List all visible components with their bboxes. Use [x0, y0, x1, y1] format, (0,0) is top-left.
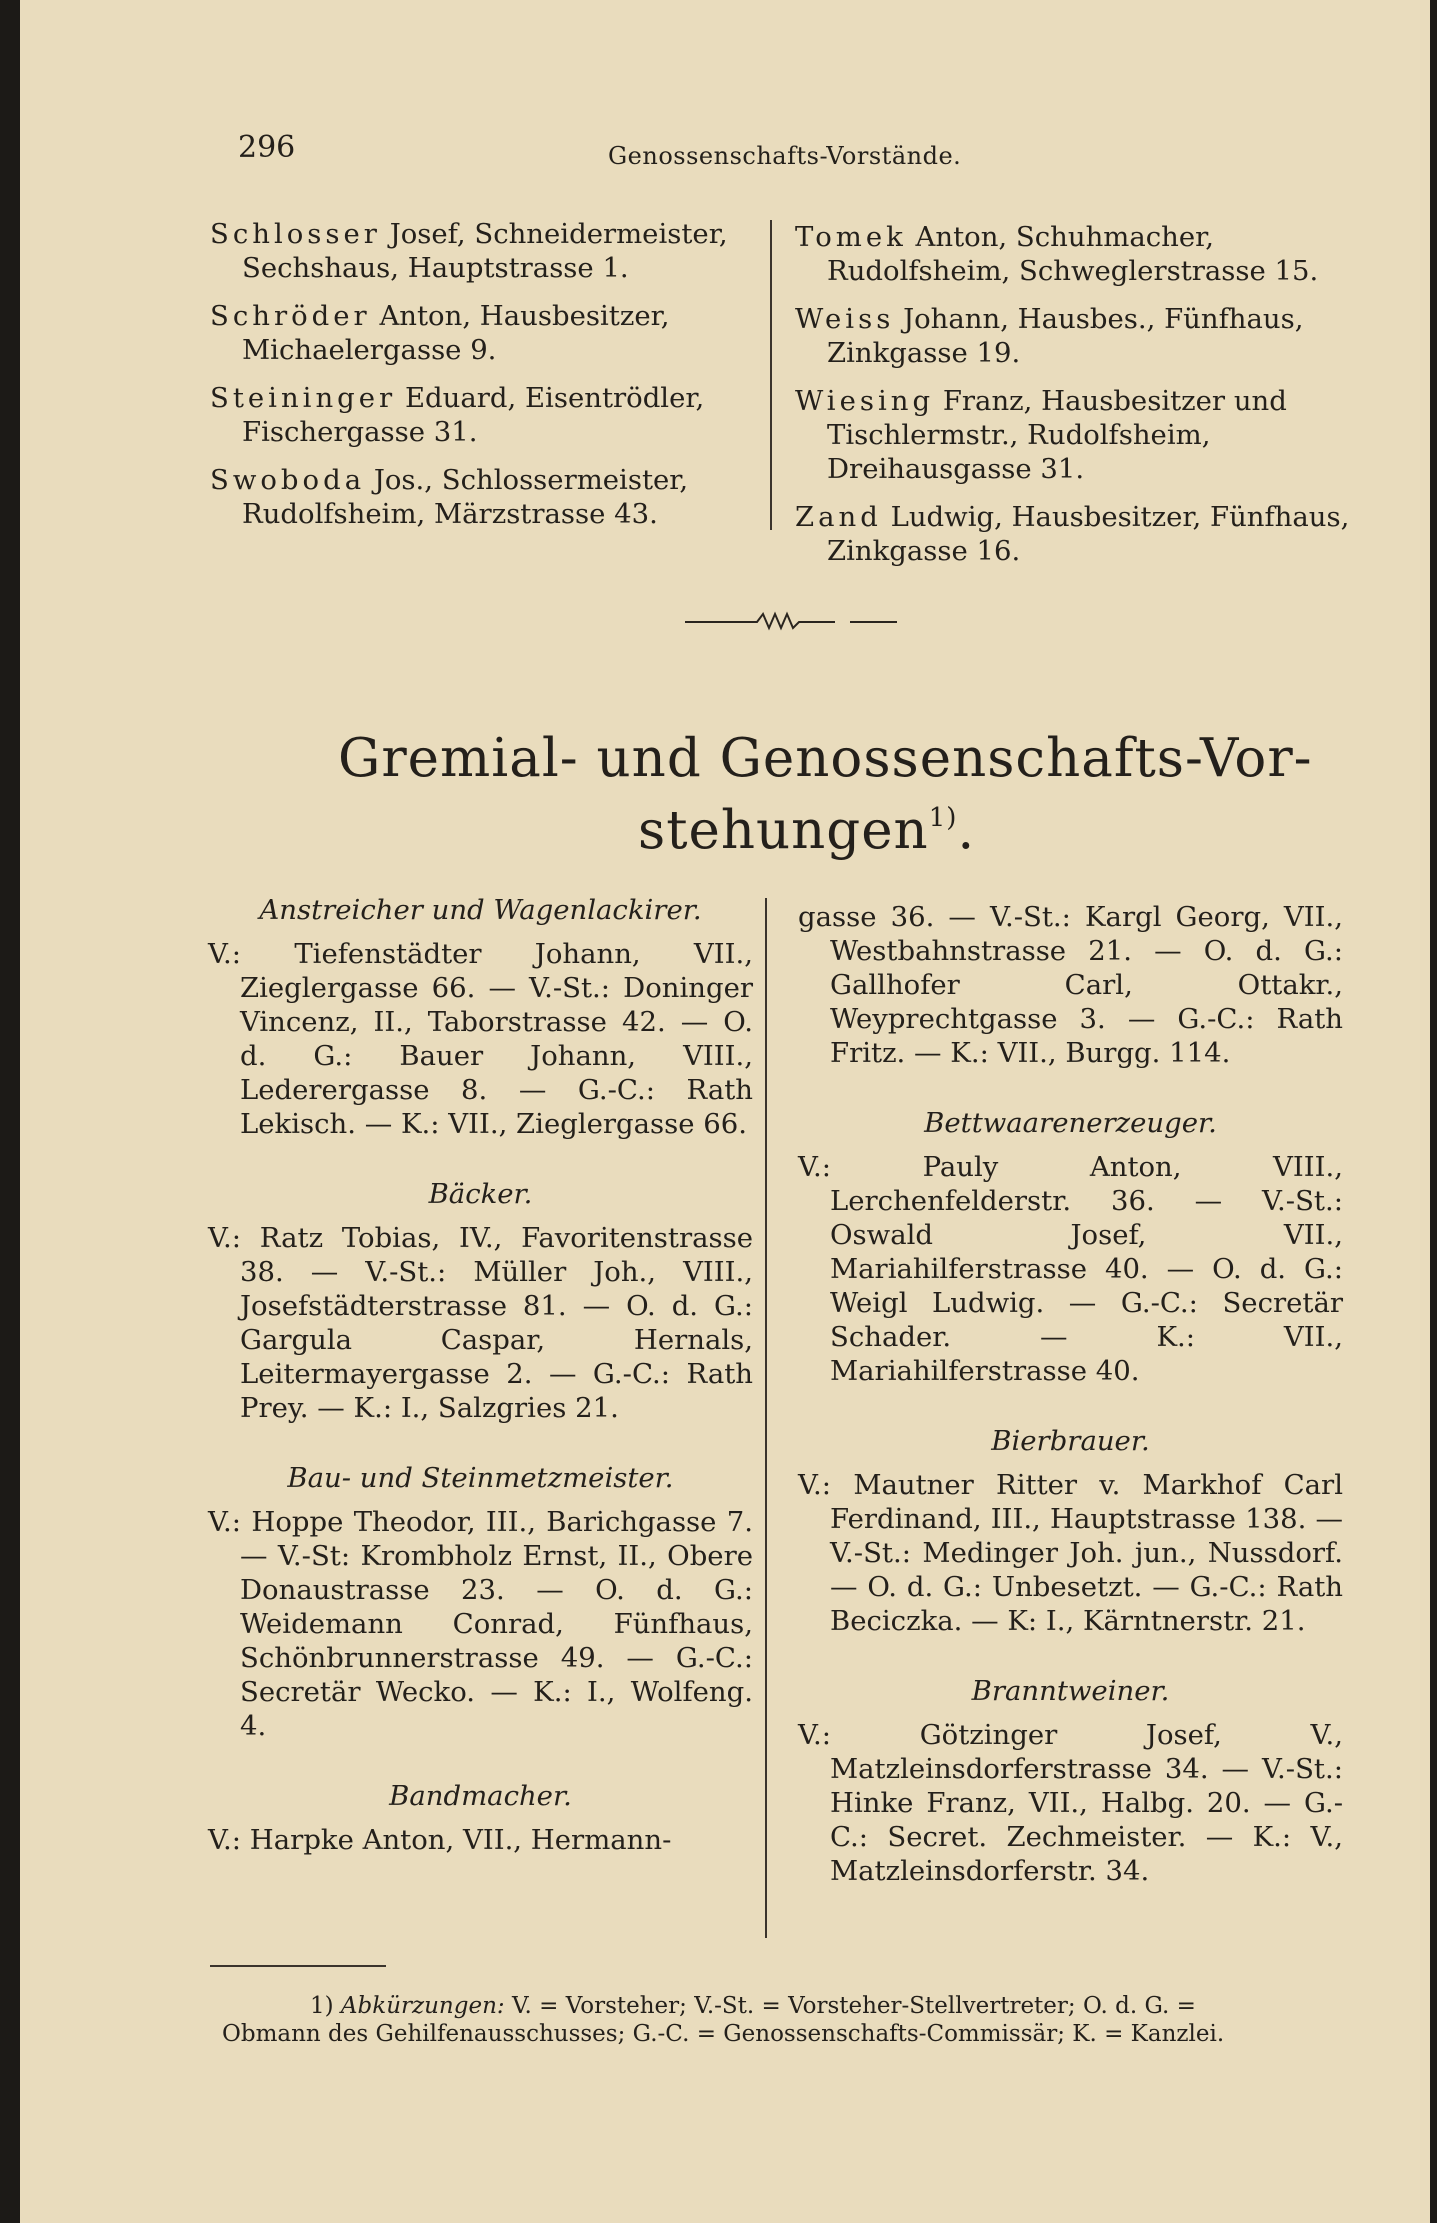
footnote-rule: [210, 1965, 386, 1967]
list-item: Schlosser Josef, Schneidermeister, Sechshaus, Hauptstrasse 1.: [210, 218, 728, 284]
section-body: V.: Ratz Tobias, IV., Favoritenstrasse 38. — V.-St.: Müller Joh., VIII., Josefstädterstrasse 81. — O. d. G.: Gargula Caspar, Hernals, Leitermayergasse 2. — G.-C.: Rath Prey. — K.: I., Salzgries 21.: [208, 1222, 753, 1424]
section-heading: Bäcker.: [428, 1178, 533, 1210]
column-divider: [765, 898, 767, 1938]
section-heading: Bau- und Steinmetzmeister.: [287, 1462, 674, 1494]
section-body: V.: Harpke Anton, VII., Hermann-: [208, 1824, 672, 1856]
list-item: Weiss Johann, Hausbes., Fünfhaus, Zinkgasse 19.: [795, 303, 1304, 369]
section-heading: Anstreicher und Wagenlackirer.: [259, 894, 702, 926]
right-column: [798, 900, 1343, 1924]
list-item: Swoboda Jos., Schlossermeister, Rudolfsheim, Märzstrasse 43.: [210, 464, 689, 530]
list-item: Steininger Eduard, Eisentrödler, Fischergasse 31.: [210, 382, 705, 448]
footnote-ref: 1): [928, 803, 958, 833]
section-heading: Bettwaarenerzeuger.: [924, 1107, 1217, 1139]
page-number: 296: [238, 130, 296, 165]
left-column: [208, 893, 753, 1893]
list-item: Zand Ludwig, Hausbesitzer, Fünfhaus, Zinkgasse 16.: [795, 501, 1350, 567]
section-body: V.: Götzinger Josef, V., Matzleinsdorferstrasse 34. — V.-St.: Hinke Franz, VII., Halbg. 20. — G.-C.: Secret. Zechmeister. — K.: V., Matzleinsdorferstr. 34.: [798, 1719, 1343, 1887]
ornament-divider: [685, 600, 897, 640]
section-heading: Bandmacher.: [389, 1780, 572, 1812]
footnote-line-1: 1) Abkürzungen: V. = Vorsteher; V.-St. = Vorsteher-Stellvertreter; O. d. G. =: [310, 1993, 1196, 2019]
top-left-column: [210, 217, 770, 545]
list-item: Tomek Anton, Schuhmacher, Rudolfsheim, Schweglerstrasse 15.: [795, 221, 1319, 287]
section-title-line-2: stehungen$^{1)}$.: [638, 800, 976, 861]
footnote-line-2: Obmann des Gehilfenausschusses; G.-C. = Genossenschafts-Commissär; K. = Kanzlei.: [222, 2021, 1225, 2047]
section-title-line-1: Gremial- und Genossenschafts-Vor-: [338, 728, 1313, 789]
section-body: V.: Pauly Anton, VIII., Lerchenfelderstr. 36. — V.-St.: Oswald Josef, VII., Mariahilferstrasse 40. — O. d. G.: Weigl Ludwig. — G.-C.: Secretär Schader. — K.: VII., Mariahilferstrasse 40.: [798, 1151, 1343, 1387]
section-body: V.: Hoppe Theodor, III., Barichgasse 7. — V.-St: Krombholz Ernst, II., Obere Donaustrasse 23. — O. d. G.: Weidemann Conrad, Fünfhaus, Schönbrunnerstrasse 49. — G.-C.: Secretär Wecko. — K.: I., Wolfeng. 4.: [208, 1506, 753, 1742]
running-title: Genossenschafts-Vorstände.: [608, 142, 962, 170]
section-body: V.: Mautner Ritter v. Markhof Carl Ferdinand, III., Hauptstrasse 138. — V.-St.: Medinger Joh. jun., Nussdorf. — O. d. G.: Unbesetzt. — G.-C.: Rath Beciczka. — K: I., Kärntnerstr. 21.: [798, 1469, 1343, 1637]
list-item: Schröder Anton, Hausbesitzer, Michaelergasse 9.: [210, 300, 670, 366]
top-right-column: [795, 220, 1350, 582]
section-heading: Branntweiner.: [971, 1675, 1170, 1707]
column-divider: [770, 220, 772, 530]
section-body: gasse 36. — V.-St.: Kargl Georg, VII., Westbahnstrasse 21. — O. d. G.: Gallhofer Carl, Ottakr., Weyprechtgasse 3. — G.-C.: Rath Fritz. — K.: VII., Burgg. 114.: [798, 901, 1343, 1069]
list-item: Wiesing Franz, Hausbesitzer und Tischlermstr., Rudolfsheim, Dreihausgasse 31.: [795, 385, 1287, 485]
book-page: [20, 0, 1430, 2223]
section-heading: Bierbrauer.: [991, 1425, 1150, 1457]
section-body: V.: Tiefenstädter Johann, VII., Zieglergasse 66. — V.-St.: Doninger Vincenz, II., Taborstrasse 42. — O. d. G.: Bauer Johann, VIII., Lederergasse 8. — G.-C.: Rath Lekisch. — K.: VII., Zieglergasse 66.: [208, 938, 753, 1140]
